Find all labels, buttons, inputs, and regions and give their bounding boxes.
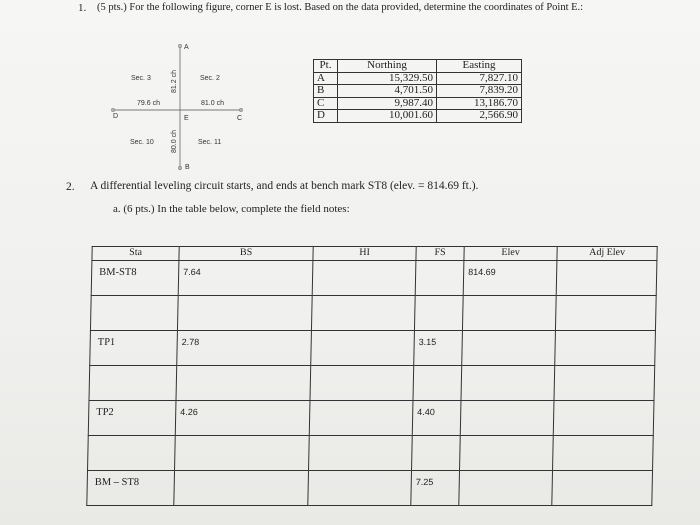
bs-cell[interactable] bbox=[177, 331, 312, 366]
column-header-hi: HI bbox=[313, 247, 416, 261]
distance-e-c: 81.0 ch bbox=[201, 100, 224, 107]
distance-d-e: 79.6 ch bbox=[137, 100, 160, 107]
sec-2-label: Sec. 2 bbox=[200, 75, 220, 82]
fs-value bbox=[413, 436, 460, 442]
adj-elev-value bbox=[555, 366, 654, 372]
point-e-label: E bbox=[184, 115, 189, 122]
table-row bbox=[314, 97, 522, 110]
bs-cell[interactable] bbox=[176, 366, 311, 401]
column-header-elev: Elev bbox=[464, 247, 557, 261]
problem-2-number: 2. bbox=[66, 181, 75, 193]
bs-cell[interactable] bbox=[175, 401, 310, 436]
bs-value bbox=[177, 366, 310, 372]
table-row bbox=[88, 436, 654, 471]
fs-cell[interactable] bbox=[415, 261, 464, 296]
point-d-label: D bbox=[113, 113, 119, 120]
fs-value: 3.15 bbox=[418, 337, 437, 347]
coordinates-table bbox=[313, 59, 522, 123]
elev-value bbox=[461, 436, 553, 442]
point-c-label: C bbox=[237, 115, 243, 122]
elev-value: 814.69 bbox=[468, 267, 496, 277]
fs-cell[interactable] bbox=[414, 331, 463, 366]
fs-cell[interactable] bbox=[412, 401, 461, 436]
table-row bbox=[90, 296, 656, 331]
elev-cell[interactable] bbox=[459, 471, 553, 506]
adj-elev-cell[interactable] bbox=[554, 366, 655, 401]
bs-value: 7.64 bbox=[183, 267, 201, 277]
elev-cell[interactable] bbox=[462, 331, 556, 366]
station-value: BM-ST8 bbox=[99, 267, 137, 278]
point-id: D bbox=[314, 110, 338, 123]
station-value bbox=[90, 366, 176, 372]
column-header: Pt. bbox=[314, 60, 338, 73]
hi-value bbox=[310, 436, 412, 442]
station-cell bbox=[90, 331, 178, 366]
sec-3-label: Sec. 3 bbox=[131, 75, 151, 82]
station-cell bbox=[87, 471, 175, 506]
sec-10-label: Sec. 10 bbox=[130, 139, 154, 146]
adj-elev-cell[interactable] bbox=[552, 471, 653, 506]
table-row bbox=[88, 401, 654, 436]
point-b-label: B bbox=[185, 164, 190, 171]
hi-value bbox=[313, 261, 415, 267]
bs-value: 4.26 bbox=[180, 407, 198, 417]
hi-value bbox=[310, 401, 412, 407]
bs-cell[interactable] bbox=[175, 436, 310, 471]
easting-value: 7,839.20 bbox=[437, 85, 522, 98]
elev-cell[interactable] bbox=[462, 296, 556, 331]
point-id: A bbox=[314, 72, 338, 85]
point-a-label: A bbox=[184, 44, 189, 51]
bs-cell[interactable] bbox=[177, 296, 312, 331]
elev-value bbox=[463, 331, 555, 337]
fs-value: 7.25 bbox=[415, 477, 434, 487]
easting-value: 2,566.90 bbox=[437, 110, 522, 123]
table-row bbox=[90, 331, 656, 366]
hi-value bbox=[313, 296, 415, 302]
bs-value bbox=[179, 296, 312, 302]
northing-value: 15,329.50 bbox=[338, 72, 437, 85]
adj-elev-value bbox=[556, 331, 655, 337]
fs-cell[interactable] bbox=[411, 471, 460, 506]
adj-elev-cell[interactable] bbox=[555, 331, 656, 366]
easting-value: 7,827.10 bbox=[437, 72, 522, 85]
hi-cell[interactable] bbox=[310, 366, 414, 401]
adj-elev-cell[interactable] bbox=[556, 261, 657, 296]
field-notes-table bbox=[86, 246, 657, 506]
distance-a-e: 81.2 ch bbox=[171, 70, 178, 93]
elev-cell[interactable] bbox=[463, 261, 557, 296]
elev-value bbox=[464, 296, 556, 302]
station-cell bbox=[88, 401, 176, 436]
hi-cell[interactable] bbox=[309, 436, 413, 471]
problem-2-text: A differential leveling circuit starts, and ends at bench mark ST8 (elev. = 814.69 ft.). bbox=[90, 180, 479, 192]
elev-value bbox=[462, 366, 554, 372]
elev-value bbox=[461, 401, 553, 407]
elev-value bbox=[460, 471, 552, 477]
table-row bbox=[87, 471, 653, 506]
adj-elev-cell[interactable] bbox=[553, 436, 654, 471]
station-cell bbox=[88, 436, 176, 471]
column-header: Northing bbox=[338, 60, 437, 73]
northing-value: 10,001.60 bbox=[338, 110, 437, 123]
bs-cell[interactable] bbox=[178, 261, 313, 296]
table-row bbox=[314, 110, 522, 123]
adj-elev-value bbox=[554, 401, 653, 407]
point-id: C bbox=[314, 97, 338, 110]
fs-value bbox=[416, 261, 463, 267]
adj-elev-cell[interactable] bbox=[553, 401, 654, 436]
adj-elev-value bbox=[557, 296, 656, 302]
hi-cell[interactable] bbox=[308, 471, 412, 506]
table-row bbox=[314, 72, 522, 85]
hi-value bbox=[311, 366, 413, 372]
coordinates-header-row bbox=[314, 60, 522, 73]
column-header-fs: FS bbox=[416, 247, 464, 261]
station-value bbox=[92, 296, 178, 302]
table-row bbox=[91, 261, 657, 296]
station-value bbox=[89, 436, 175, 442]
bs-value: 2.78 bbox=[181, 337, 200, 347]
elev-cell[interactable] bbox=[460, 436, 554, 471]
northing-value: 4,701.50 bbox=[338, 85, 437, 98]
hi-value bbox=[309, 471, 411, 477]
adj-elev-cell[interactable] bbox=[555, 296, 656, 331]
fs-cell[interactable] bbox=[414, 296, 463, 331]
northing-value: 9,987.40 bbox=[338, 97, 437, 110]
hi-cell[interactable] bbox=[312, 261, 416, 296]
adj-elev-value bbox=[557, 261, 656, 267]
elev-cell[interactable] bbox=[460, 401, 554, 436]
station-cell bbox=[89, 366, 177, 401]
fs-cell[interactable] bbox=[413, 366, 462, 401]
column-header-adj-elev: Adj Elev bbox=[557, 247, 657, 261]
column-header-sta: Sta bbox=[92, 247, 179, 261]
problem-1-number: 1. bbox=[78, 2, 87, 14]
column-header-bs: BS bbox=[179, 247, 313, 261]
problem-1-text: (5 pts.) For the following figure, corner E is lost. Based on the data provided, determine the coordinates of Point E.: bbox=[97, 2, 584, 13]
bs-cell[interactable] bbox=[174, 471, 309, 506]
column-header: Easting bbox=[437, 60, 522, 73]
hi-cell[interactable] bbox=[311, 331, 415, 366]
adj-elev-value bbox=[554, 436, 653, 442]
distance-e-b: 80.0 ch bbox=[171, 130, 178, 153]
bs-value bbox=[175, 471, 308, 477]
hi-value bbox=[312, 331, 414, 337]
point-id: B bbox=[314, 85, 338, 98]
table-row bbox=[314, 85, 522, 98]
fs-value bbox=[414, 366, 461, 372]
hi-cell[interactable] bbox=[311, 296, 415, 331]
station-value: TP1 bbox=[97, 337, 116, 348]
hi-cell[interactable] bbox=[309, 401, 413, 436]
station-cell bbox=[91, 261, 179, 296]
station-value: BM – ST8 bbox=[94, 477, 140, 488]
easting-value: 13,186.70 bbox=[437, 97, 522, 110]
fs-value bbox=[416, 296, 463, 302]
fs-value: 4.40 bbox=[417, 407, 435, 417]
field-notes-header-row bbox=[92, 247, 657, 261]
sec-11-label: Sec. 11 bbox=[198, 139, 222, 146]
problem-2-part-a: a. (6 pts.) In the table below, complete the field notes: bbox=[113, 203, 350, 215]
elev-cell[interactable] bbox=[461, 366, 555, 401]
adj-elev-value bbox=[553, 471, 652, 477]
station-value: TP2 bbox=[96, 407, 114, 418]
fs-cell[interactable] bbox=[412, 436, 461, 471]
table-row bbox=[89, 366, 655, 401]
bs-value bbox=[176, 436, 309, 442]
station-cell bbox=[90, 296, 178, 331]
